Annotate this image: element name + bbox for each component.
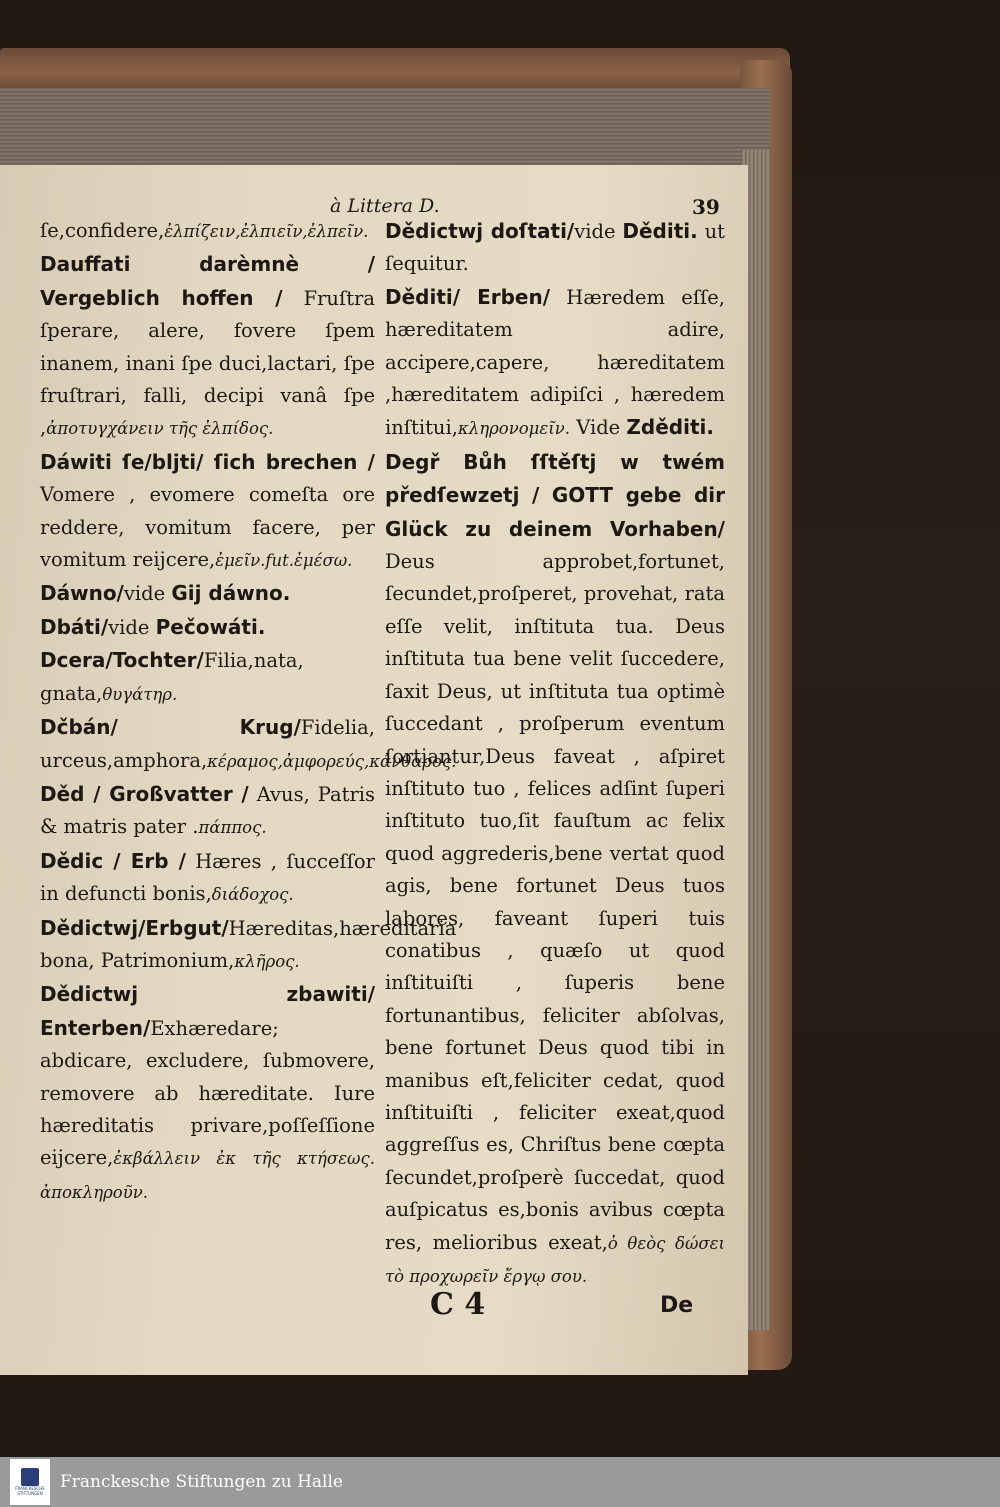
entry: Dědictwj doſtati/vide Děditi. ut ſequitur.: [385, 219, 725, 276]
page-number: 39: [692, 195, 720, 219]
entry: Dcera/Tochter/Filia,nata, gnata,θυγάτηρ.: [40, 648, 304, 705]
entry: Děditi/ Erben/ Hæredem eſſe, hæreditatem adire, accipere,capere, hæreditatem ,hæreditatem adipiſci , hæredem inſtitui,κληρονομεῖν. Vide Zděditi.: [385, 284, 725, 440]
right-column: [385, 215, 725, 1293]
book-page: [0, 165, 748, 1375]
institution-name[interactable]: Franckesche Stiftungen zu Halle: [60, 1472, 343, 1492]
entry: Děd / Großvatter / Avus, Patris & matris pater .πάππος.: [40, 781, 376, 839]
entry: Dbáti/vide Pečowáti.: [40, 614, 266, 639]
entry: Dědictwj zbawiti/ Enterben/Exhæredare; abdicare, excludere, ſubmovere, removere ab hæreditate. Iure hæreditatis privare,poſſeſſione eijcere,ἐκβάλλειν ἐκ τῆς κτήσεως. ἀποκληροῦν.: [40, 982, 375, 1202]
entry: Dčbán/ Krug/Fidelia, urceus,amphora,κέραμος,ἀμφορεύς,κάνθαρος.: [40, 715, 457, 772]
page-stack-top: [0, 88, 770, 168]
entry: Dědic / Erb / Hæres , ſucceſſor in defuncti bonis,διάδοχος.: [40, 848, 375, 906]
entry: Dáwno/vide Gij dáwno.: [40, 581, 291, 606]
entry: Dědictwj/Erbgut/Hæreditas,hæreditaria bona, Patrimonium,κλῆρος.: [40, 915, 457, 972]
catchword: De: [660, 1293, 694, 1318]
institution-logo[interactable]: [10, 1459, 50, 1505]
entry: Degř Bůh ſſtěſtj w twém předſewzetj / GOTT gebe dir Glück zu deinem Vorhaben/ Deus approbet,fortunet, ſecundet,proſperet, provehat, rata eſſe velit, inſtituta tua. Deus inſtituta tua bene velit ſuccedere, ſaxit Deus, ut inſtituta tua optimè ſuccedant , proſperum eventum ſortiantur,Deus faveat , aſpiret inſtituto tuo , felices adſint ſuperi inſtituto tuo,ſit fauſtum ac felix quod aggrederis,bene vertat quod agis, bene fortunet Deus tuos labores, faveant ſuperi tuis conatibus , quæſo ut quod inſtituiſti , ſuperis bene fortunantibus, feliciter abſolvas, bene fortunet Deus quod tibi in manibus eſt,feliciter cedat, quod inſtituiſti , feliciter exeat,quod aggreſſus es, Chriſtus bene cœpta ſecundet,proſperè ſuccedat, quod auſpicatus es,bonis avibus cœpta res, melioribus exeat,ὁ θεὸς δώσει τὸ προχωρεῖν ἔργῳ σου.: [385, 449, 725, 1286]
entry: ſe,confidere,ἐλπίζειν,ἐλπιεῖν,ἐλπεῖν.: [40, 219, 369, 242]
building-icon: [21, 1468, 39, 1486]
logo-text: FRANCKESCHE STIFTUNGEN: [15, 1486, 45, 1496]
signature-mark: C 4: [430, 1287, 486, 1322]
running-title: à Littera D.: [330, 195, 440, 217]
left-column: [40, 215, 457, 1209]
entry: Dauffati darèmnè / Vergeblich hoffen / Fruſtra ſperare, alere, fovere ſpem inanem, inani ſpe duci,lactari, ſpe fruſtrari, falli, decipi vanâ ſpe ,ἀποτυγχάνειν τῆς ἐλπίδος.: [40, 252, 375, 440]
institution-bar: [0, 1457, 1000, 1507]
page-footer: [0, 1287, 748, 1337]
entry: Dáwiti ſe/bljti/ ſich brechen / Vomere , evomere comeſta ore reddere, vomitum facere, per vomitum reijcere,ἐμεῖν.fut.ἐμέσω.: [40, 449, 375, 572]
